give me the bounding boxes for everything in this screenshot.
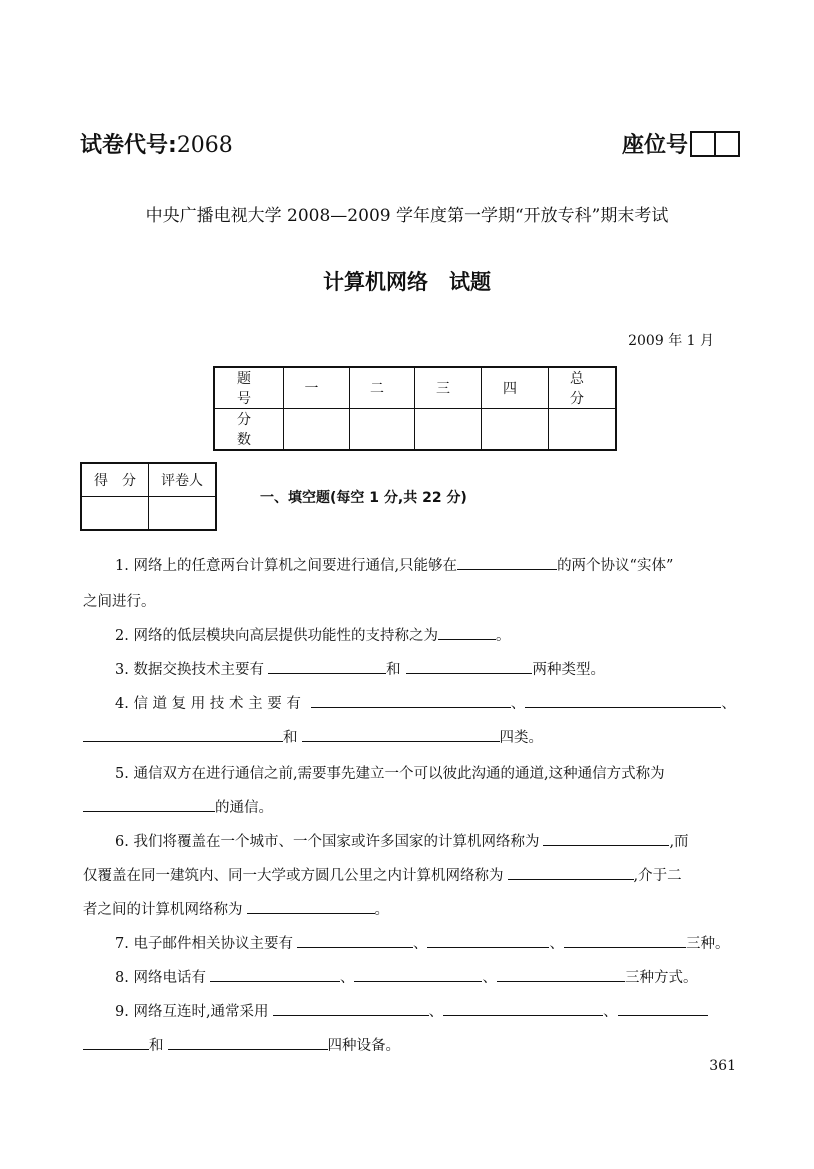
page-number: 361 xyxy=(709,1058,736,1074)
score-table-cell: 一 xyxy=(284,367,350,409)
answer-blank[interactable] xyxy=(268,659,386,674)
answer-blank[interactable] xyxy=(406,659,532,674)
answer-blank[interactable] xyxy=(83,1035,149,1050)
grader-table-grader-label: 评卷人 xyxy=(149,463,217,497)
question-text: 的通信。 xyxy=(215,800,273,816)
question-text: 、 xyxy=(549,936,564,952)
question-text: 2. 网络的低层模块向高层提供功能性的支持称之为 xyxy=(115,628,438,644)
question-1 xyxy=(115,554,673,575)
exam-code-value: 2068 xyxy=(176,133,233,158)
question-text: 7. 电子邮件相关协议主要有 xyxy=(115,936,293,952)
question-8 xyxy=(115,966,697,987)
answer-blank[interactable] xyxy=(168,1035,328,1050)
answer-blank[interactable] xyxy=(564,933,686,948)
question-text: 9. 网络互连时,通常采用 xyxy=(115,1004,269,1020)
answer-blank[interactable] xyxy=(457,555,557,570)
score-entry-cell[interactable] xyxy=(549,409,617,451)
question-text: ,而 xyxy=(669,834,689,850)
question-2 xyxy=(115,624,510,645)
question-text: 3. 数据交换技术主要有 xyxy=(115,662,264,678)
grader-table-score-label: 得 分 xyxy=(81,463,149,497)
answer-blank[interactable] xyxy=(618,1001,708,1016)
exam-date: 2009 年 1 月 xyxy=(628,333,714,349)
question-text: 三种方式。 xyxy=(624,970,698,986)
answer-blank[interactable] xyxy=(273,1001,429,1016)
grader-score-cell[interactable] xyxy=(81,497,149,531)
question-1-continued: 之间进行。 xyxy=(83,594,156,610)
score-table-cell: 分 数 xyxy=(214,409,284,451)
score-table-cell: 四 xyxy=(482,367,549,409)
score-table-score-row xyxy=(214,409,616,451)
answer-blank[interactable] xyxy=(297,933,413,948)
question-text: ,介于二 xyxy=(633,868,682,884)
answer-blank[interactable] xyxy=(427,933,549,948)
question-text: 的两个协议“实体” xyxy=(557,558,674,574)
seat-box xyxy=(690,131,716,157)
grader-name-cell[interactable] xyxy=(149,497,217,531)
question-text: 、 xyxy=(510,696,526,712)
exam-heading: 中央广播电视大学 2008—2009 学年度第一学期“开放专科”期末考试 xyxy=(145,206,669,226)
question-5-continued xyxy=(83,796,273,817)
question-text: 两种类型。 xyxy=(532,662,605,678)
score-table-cell: 总 分 xyxy=(549,367,617,409)
answer-blank[interactable] xyxy=(497,967,625,982)
answer-blank[interactable] xyxy=(443,1001,603,1016)
answer-blank[interactable] xyxy=(543,831,669,846)
score-table-cell: 二 xyxy=(350,367,415,409)
question-text: 、 xyxy=(603,1004,618,1020)
question-4 xyxy=(115,692,736,713)
question-7 xyxy=(115,932,729,953)
question-text: 、 xyxy=(428,1004,444,1020)
seat-number-label: 座位号 xyxy=(622,133,689,158)
score-table-header-row xyxy=(214,367,616,409)
question-text: 、 xyxy=(721,696,736,712)
exam-title: 计算机网络 试题 xyxy=(323,270,491,294)
question-9-continued xyxy=(83,1034,400,1055)
score-table-cell: 三 xyxy=(415,367,482,409)
answer-blank[interactable] xyxy=(210,967,340,982)
score-entry-cell[interactable] xyxy=(284,409,350,451)
question-text: 、 xyxy=(412,936,428,952)
question-text: 者之间的计算机网络称为 xyxy=(83,902,243,918)
question-6-line-3 xyxy=(83,898,389,919)
question-6 xyxy=(115,830,689,851)
grader-table xyxy=(80,462,217,531)
seat-number xyxy=(622,128,740,159)
question-text: 。 xyxy=(374,902,389,918)
question-6-line-2 xyxy=(83,864,682,885)
answer-blank[interactable] xyxy=(508,865,634,880)
answer-blank[interactable] xyxy=(438,625,496,640)
question-text: 和 xyxy=(385,662,401,678)
score-entry-cell[interactable] xyxy=(350,409,415,451)
question-5: 5. 通信双方在进行通信之前,需要事先建立一个可以彼此沟通的通道,这种通信方式称为 xyxy=(115,766,665,782)
answer-blank[interactable] xyxy=(83,727,283,742)
answer-blank[interactable] xyxy=(302,727,500,742)
answer-blank[interactable] xyxy=(354,967,482,982)
question-text: 、 xyxy=(482,970,497,986)
question-text: 、 xyxy=(339,970,355,986)
question-3 xyxy=(115,658,605,679)
exam-code-label: 试卷代号: xyxy=(80,133,177,158)
question-text: 1. 网络上的任意两台计算机之间要进行通信,只能够在 xyxy=(115,558,458,574)
score-entry-cell[interactable] xyxy=(482,409,549,451)
seat-box xyxy=(716,131,740,157)
question-text: 四种设备。 xyxy=(327,1038,400,1054)
section-title: 一、填空题(每空 1 分,共 22 分) xyxy=(260,490,467,506)
question-text: 三种。 xyxy=(685,936,730,952)
question-text: 8. 网络电话有 xyxy=(115,970,206,986)
question-9 xyxy=(115,1000,708,1021)
answer-blank[interactable] xyxy=(311,693,511,708)
question-text: 。 xyxy=(495,628,511,644)
question-text: 仅覆盖在同一建筑内、同一大学或方圆几公里之内计算机网络称为 xyxy=(83,868,504,884)
question-text: 和 xyxy=(149,1038,164,1054)
answer-blank[interactable] xyxy=(525,693,721,708)
question-4-continued xyxy=(83,726,543,747)
question-text: 和 xyxy=(283,730,298,746)
question-text: 4. 信 道 复 用 技 术 主 要 有 xyxy=(115,696,301,712)
answer-blank[interactable] xyxy=(83,797,215,812)
answer-blank[interactable] xyxy=(247,899,375,914)
score-table xyxy=(213,366,617,451)
seat-number-boxes xyxy=(690,131,740,157)
question-text: 四类。 xyxy=(499,730,543,746)
question-text: 6. 我们将覆盖在一个城市、一个国家或许多国家的计算机网络称为 xyxy=(115,834,540,850)
score-table-cell: 题 号 xyxy=(214,367,284,409)
exam-code xyxy=(80,128,233,159)
score-entry-cell[interactable] xyxy=(415,409,482,451)
